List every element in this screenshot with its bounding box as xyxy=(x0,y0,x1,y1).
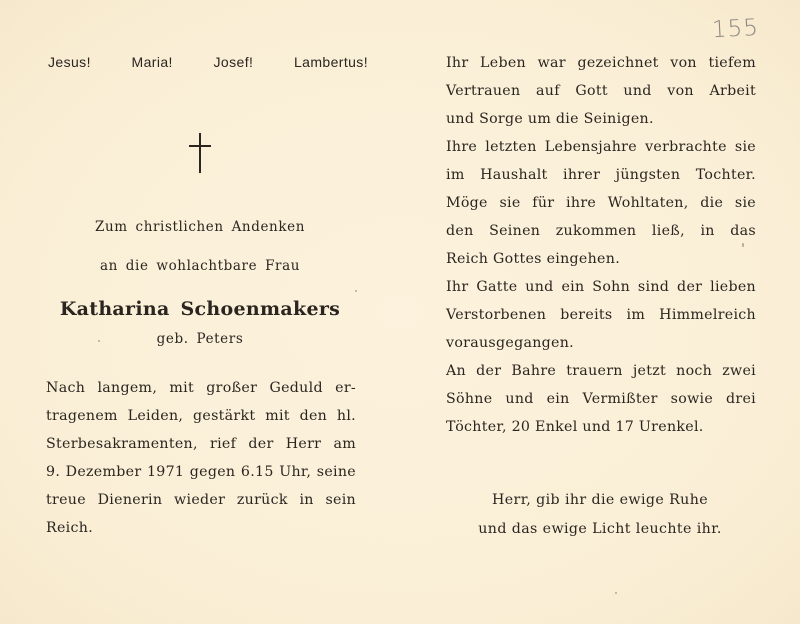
paper-speck xyxy=(742,243,744,247)
invocation-maria: Maria! xyxy=(131,54,173,70)
text-line: Söhne und ein Vermißter sowie drei xyxy=(446,391,756,407)
text-line: Reich Gottes eingehen. xyxy=(446,251,621,267)
memorial-line: Zum christlichen Andenken xyxy=(94,219,306,235)
invocation-lambertus: Lambertus! xyxy=(293,54,368,70)
text-line: vorausgegangen. xyxy=(446,335,574,351)
paper-speck xyxy=(355,290,357,292)
invocation-jesus: Jesus! xyxy=(48,54,91,70)
text-line: 9. Dezember 1971 gegen 6.15 Uhr, seine xyxy=(46,464,356,480)
text-line: und Sorge um die Seinigen. xyxy=(446,111,654,127)
text-line: Ihr Leben war gezeichnet von tiefem xyxy=(446,55,756,71)
text-line: Vertrauen auf Gott und von Arbeit xyxy=(446,83,756,99)
death-announcement-paragraph xyxy=(46,374,356,542)
text-line: Verstorbenen bereits im Himmelreich xyxy=(446,307,756,323)
addressee-line: an die wohlachtbare Frau xyxy=(99,258,301,274)
text-line: tragenem Leiden, gestärkt mit den hl. xyxy=(46,408,356,424)
text-line: Ihre letzten Lebensjahre verbrachte sie xyxy=(446,139,756,155)
text-line: An der Bahre trauern jetzt noch zwei xyxy=(446,363,756,379)
text-line: treue Dienerin wieder zurück in sein xyxy=(46,492,356,508)
prayer-line: Herr, gib ihr die ewige Ruhe xyxy=(491,492,709,508)
paper-speck xyxy=(98,340,100,342)
paper-speck xyxy=(615,592,617,594)
biography-paragraph xyxy=(446,49,756,441)
text-line: im Haushalt ihrer jüngsten Tochter. xyxy=(446,167,756,183)
invocation-josef: Josef! xyxy=(213,54,254,70)
text-line: Töchter, 20 Enkel und 17 Urenkel. xyxy=(446,419,704,435)
invocation-line xyxy=(48,54,368,70)
text-line: Reich. xyxy=(46,520,94,536)
closing-prayer xyxy=(440,486,760,544)
text-line: Nach langem, mit großer Geduld er- xyxy=(46,380,356,396)
text-line: Möge sie für ihre Wohltaten, die sie xyxy=(446,195,756,211)
text-line: Ihr Gatte und ein Sohn sind der lieben xyxy=(446,279,756,295)
prayer-line: und das ewige Licht leuchte ihr. xyxy=(478,521,722,537)
cross-icon xyxy=(189,133,213,173)
archive-number: 155 xyxy=(711,14,760,44)
text-line: Sterbesakramenten, rief der Herr am xyxy=(46,436,356,452)
birth-name: geb. Peters xyxy=(156,331,244,347)
text-line: den Seinen zukommen ließ, in das xyxy=(446,223,756,239)
deceased-name: Katharina Schoenmakers xyxy=(59,298,341,320)
